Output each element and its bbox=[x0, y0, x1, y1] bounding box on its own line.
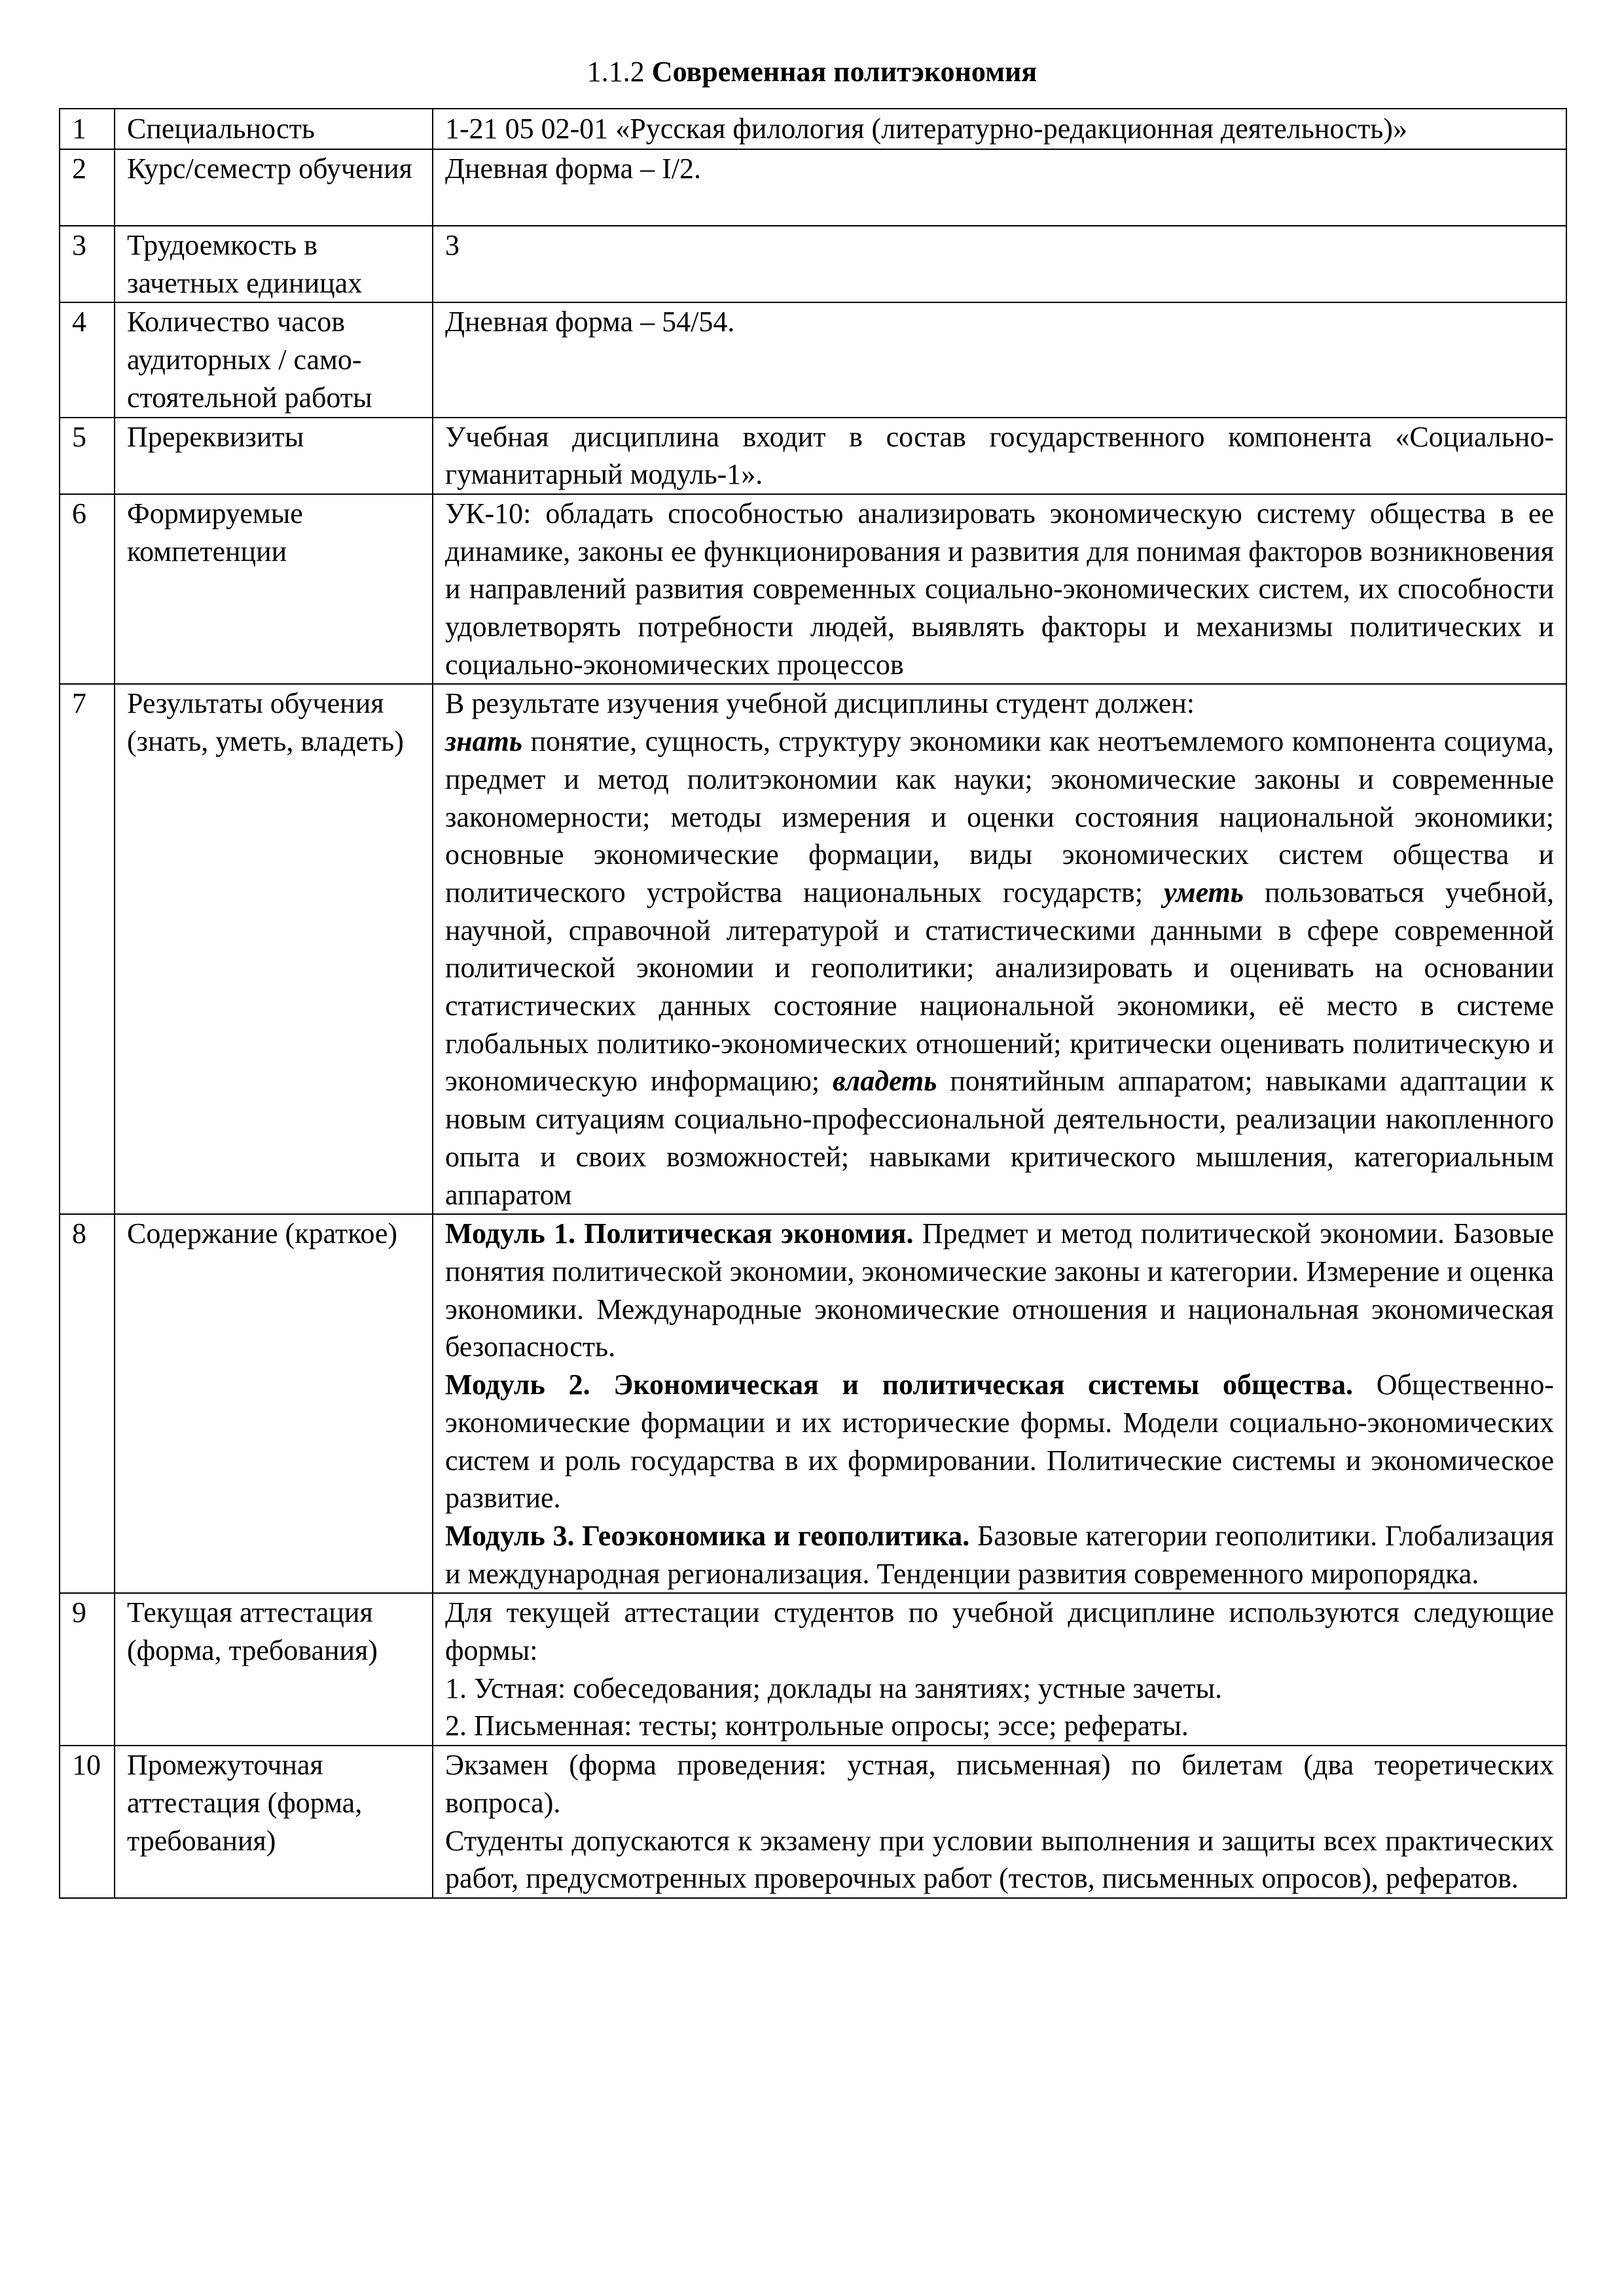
row-number: 4 bbox=[60, 302, 115, 417]
row-number: 7 bbox=[60, 684, 115, 1214]
course-content bbox=[433, 1214, 1566, 1593]
row-label: Содержание (краткое) bbox=[115, 1214, 433, 1593]
module-3-title: Модуль 3. Геоэкономика и геополитика. bbox=[445, 1519, 970, 1552]
table-row bbox=[60, 1593, 1566, 1746]
module-1 bbox=[445, 1215, 1554, 1366]
row-label: Текущая аттестация (форма, требования) bbox=[115, 1593, 433, 1746]
module-2 bbox=[445, 1366, 1554, 1517]
row-number: 6 bbox=[60, 494, 115, 685]
interim-assessment bbox=[433, 1746, 1566, 1898]
module-1-title: Модуль 1. Политическая экономия. bbox=[445, 1217, 914, 1250]
table-row bbox=[60, 1746, 1566, 1898]
paragraph: 2. Письменная: тесты; контрольные опросы; эссе; рефераты. bbox=[445, 1710, 1189, 1742]
row-value: Учебная дисциплина входит в состав государственного компонента «Социально-гуманитарный модуль-1». bbox=[433, 418, 1566, 494]
can-keyword: уметь bbox=[1164, 876, 1244, 908]
row-number: 5 bbox=[60, 418, 115, 494]
row-label: Курс/семестр обучения bbox=[115, 149, 433, 226]
module-3-text: Базовые категории геополитики. Глобализация и международная регионализация. Тенденции развития современного миропорядка. bbox=[445, 1519, 1554, 1590]
row-label: Пререквизиты bbox=[115, 418, 433, 494]
table-row bbox=[60, 109, 1566, 149]
paragraph: Для текущей аттестации студентов по учебной дисциплине используются следующие формы: bbox=[445, 1596, 1554, 1667]
row-value: Дневная форма – I/2. bbox=[433, 149, 1566, 226]
table-row bbox=[60, 684, 1566, 1214]
row-label: Промежуточная аттестация (форма, требования) bbox=[115, 1746, 433, 1898]
row-number: 10 bbox=[60, 1746, 115, 1898]
own-text: понятийным аппаратом; навыками адаптации к новым ситуациям социально-профессиональной деятельности, реализации накопленного опыта и своих возможностей; навыками критического мышления, категориальным аппаратом bbox=[445, 1065, 1555, 1211]
row-label: Трудоемкость в зачетных единицах bbox=[115, 226, 433, 302]
paragraph: Студенты допускаются к экзамену при условии выполнения и защиты всех практических работ, предусмотренных проверочных работ (тестов, письменных опросов), рефератов. bbox=[445, 1824, 1554, 1895]
row-value: Дневная форма – 54/54. bbox=[433, 302, 1566, 417]
module-3 bbox=[445, 1517, 1554, 1592]
row-number: 3 bbox=[60, 226, 115, 302]
module-2-title: Модуль 2. Экономическая и политическая системы общества. bbox=[445, 1369, 1353, 1401]
own-keyword: владеть bbox=[833, 1065, 937, 1098]
table-row bbox=[60, 149, 1566, 226]
row-label: Специальность bbox=[115, 109, 433, 149]
row-label: Формируемые компетенции bbox=[115, 494, 433, 685]
can-text: пользоваться учебной, научной, справочной литературой и статистическими данными в сфере современной политической экономии и геополитики; анализировать и оценивать на основании статистических данных состояние национальной экономики, её место в системе глобальных политико-экономических отношений; критически оценивать политическую и экономическую информацию; bbox=[445, 876, 1554, 1098]
section-number: 1.1.2 bbox=[586, 56, 645, 88]
table-row bbox=[60, 226, 1566, 302]
paragraph: 1. Устная: собеседования; доклады на занятиях; устные зачеты. bbox=[445, 1672, 1223, 1704]
row-label: Результаты обучения (знать, уметь, владеть) bbox=[115, 684, 433, 1214]
row-value: УК-10: обладать способностью анализировать экономическую систему общества в ее динамике, законы ее функционирования и развития для понимая факторов возникновения и направлений развития современных социально-экономических систем, их способности удовлетворять потребности людей, выявлять факторы и механизмы политических и социально-экономических процессов bbox=[433, 494, 1566, 685]
know-keyword: знать bbox=[445, 725, 522, 758]
table-row bbox=[60, 1214, 1566, 1593]
know-text: понятие, сущность, структуру экономики как неотъемлемого компонента социума, предмет и метод политэкономии как науки; экономические законы и современные закономерности; методы измерения и оценки состояния национальной экономики; основные экономические формации, виды экономических систем общества и политического устройства национальных государств; bbox=[445, 725, 1554, 908]
row-label: Количество часов аудиторных / само-стоятельной работы bbox=[115, 302, 433, 417]
table-row bbox=[60, 302, 1566, 417]
row-number: 1 bbox=[60, 109, 115, 149]
module-1-text: Предмет и метод политической экономии. Базовые понятия политической экономии, экономические законы и категории. Измерение и оценка экономики. Международные экономические отношения и национальная экономическая безопасность. bbox=[445, 1217, 1554, 1363]
current-assessment bbox=[433, 1593, 1566, 1746]
table-row bbox=[60, 494, 1566, 685]
row-number: 9 bbox=[60, 1593, 115, 1746]
section-name: Современная политэкономия bbox=[651, 56, 1038, 88]
course-info-table bbox=[59, 108, 1567, 1899]
learning-outcomes bbox=[433, 684, 1566, 1214]
table-row bbox=[60, 418, 1566, 494]
row-number: 8 bbox=[60, 1214, 115, 1593]
row-value: 1-21 05 02-01 «Русская филология (литературно-редакционная деятельность)» bbox=[433, 109, 1566, 149]
row-value: 3 bbox=[433, 226, 1566, 302]
page-title bbox=[0, 54, 1624, 90]
row-number: 2 bbox=[60, 149, 115, 226]
paragraph: Экзамен (форма проведения: устная, письменная) по билетам (два теоретических вопроса). bbox=[445, 1749, 1554, 1819]
outcomes-intro: В результате изучения учебной дисциплины студент должен: bbox=[445, 687, 1195, 720]
module-2-text: Общественно-экономические формации и их исторические формы. Модели социально-экономических систем и роль государства в их формировании. Политические системы и экономическое развитие. bbox=[445, 1369, 1555, 1515]
